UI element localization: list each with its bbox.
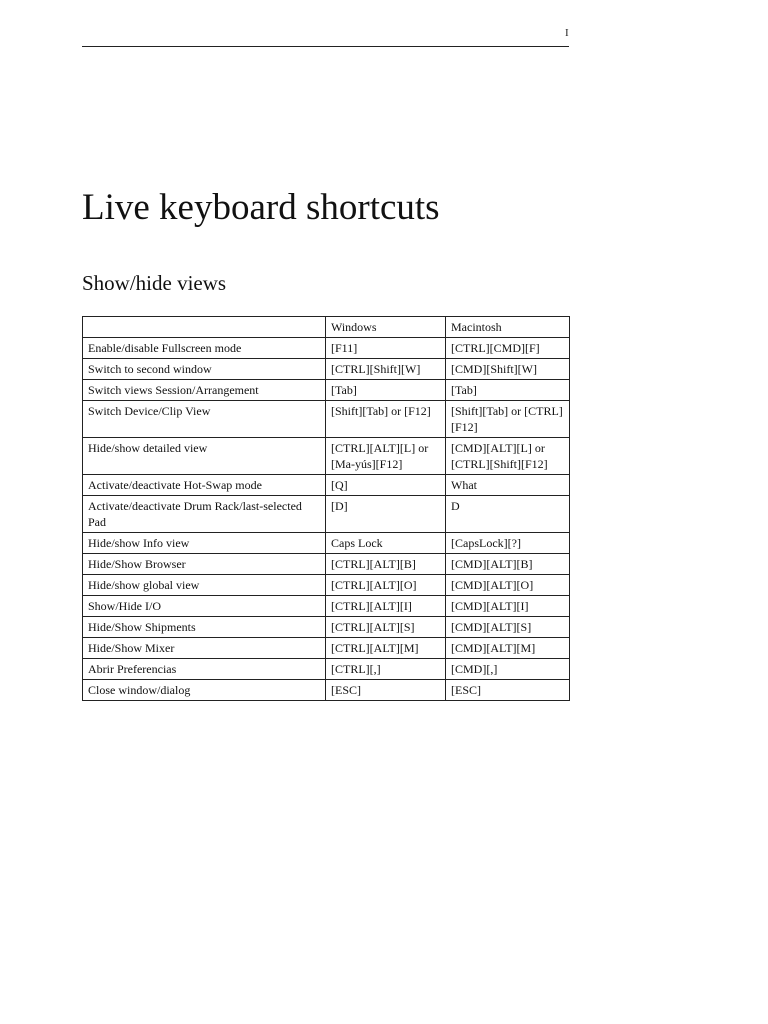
table-row (83, 596, 570, 617)
windows-shortcut-cell: [CTRL][,] (326, 659, 446, 680)
windows-shortcut-cell: [F11] (326, 338, 446, 359)
windows-shortcut-cell: [CTRL][ALT][S] (326, 617, 446, 638)
windows-shortcut-cell: [D] (326, 496, 446, 533)
windows-shortcut-cell: [Q] (326, 475, 446, 496)
table-row (83, 438, 570, 475)
page-number: I (565, 27, 569, 39)
column-header-windows: Windows (326, 317, 446, 338)
windows-shortcut-cell: [CTRL][ALT][L] or [Ma-yús][F12] (326, 438, 446, 475)
mac-shortcut-cell: [CMD][ALT][O] (446, 575, 570, 596)
action-cell: Hide/show Info view (83, 533, 326, 554)
table-row (83, 338, 570, 359)
action-cell: Abrir Preferencias (83, 659, 326, 680)
mac-shortcut-cell: [CTRL][CMD][F] (446, 338, 570, 359)
mac-shortcut-cell: [Shift][Tab] or [CTRL][F12] (446, 401, 570, 438)
table-row (83, 575, 570, 596)
windows-shortcut-cell: [ESC] (326, 680, 446, 701)
mac-shortcut-cell: D (446, 496, 570, 533)
table-row (83, 380, 570, 401)
mac-shortcut-cell: [CMD][ALT][L] or [CTRL][Shift][F12] (446, 438, 570, 475)
table-row (83, 533, 570, 554)
action-cell: Switch to second window (83, 359, 326, 380)
action-cell: Switch Device/Clip View (83, 401, 326, 438)
table-header-row (83, 317, 570, 338)
shortcuts-table (82, 316, 570, 701)
column-header-action (83, 317, 326, 338)
table-row (83, 475, 570, 496)
windows-shortcut-cell: Caps Lock (326, 533, 446, 554)
table-row (83, 401, 570, 438)
mac-shortcut-cell: [CMD][Shift][W] (446, 359, 570, 380)
mac-shortcut-cell: [CMD][,] (446, 659, 570, 680)
table-row (83, 617, 570, 638)
action-cell: Switch views Session/Arrangement (83, 380, 326, 401)
mac-shortcut-cell: [CMD][ALT][I] (446, 596, 570, 617)
column-header-macintosh: Macintosh (446, 317, 570, 338)
windows-shortcut-cell: [CTRL][ALT][O] (326, 575, 446, 596)
mac-shortcut-cell: [CMD][ALT][M] (446, 638, 570, 659)
windows-shortcut-cell: [Tab] (326, 380, 446, 401)
section-heading: Show/hide views (82, 271, 227, 295)
table-row (83, 554, 570, 575)
mac-shortcut-cell: [CapsLock][?] (446, 533, 570, 554)
header-rule (82, 46, 569, 47)
table-row (83, 659, 570, 680)
table-row (83, 359, 570, 380)
mac-shortcut-cell: [CMD][ALT][S] (446, 617, 570, 638)
action-cell: Activate/deactivate Hot-Swap mode (83, 475, 326, 496)
action-cell: Hide/show global view (83, 575, 326, 596)
mac-shortcut-cell: [ESC] (446, 680, 570, 701)
action-cell: Hide/Show Mixer (83, 638, 326, 659)
table-row (83, 496, 570, 533)
windows-shortcut-cell: [CTRL][ALT][M] (326, 638, 446, 659)
action-cell: Enable/disable Fullscreen mode (83, 338, 326, 359)
mac-shortcut-cell: [CMD][ALT][B] (446, 554, 570, 575)
windows-shortcut-cell: [CTRL][ALT][B] (326, 554, 446, 575)
mac-shortcut-cell: What (446, 475, 570, 496)
table-row (83, 638, 570, 659)
action-cell: Activate/deactivate Drum Rack/last-selected Pad (83, 496, 326, 533)
action-cell: Hide/Show Browser (83, 554, 326, 575)
windows-shortcut-cell: [Shift][Tab] or [F12] (326, 401, 446, 438)
page-title: Live keyboard shortcuts (82, 187, 440, 228)
windows-shortcut-cell: [CTRL][Shift][W] (326, 359, 446, 380)
table-row (83, 680, 570, 701)
mac-shortcut-cell: [Tab] (446, 380, 570, 401)
action-cell: Hide/show detailed view (83, 438, 326, 475)
action-cell: Hide/Show Shipments (83, 617, 326, 638)
windows-shortcut-cell: [CTRL][ALT][I] (326, 596, 446, 617)
action-cell: Show/Hide I/O (83, 596, 326, 617)
action-cell: Close window/dialog (83, 680, 326, 701)
